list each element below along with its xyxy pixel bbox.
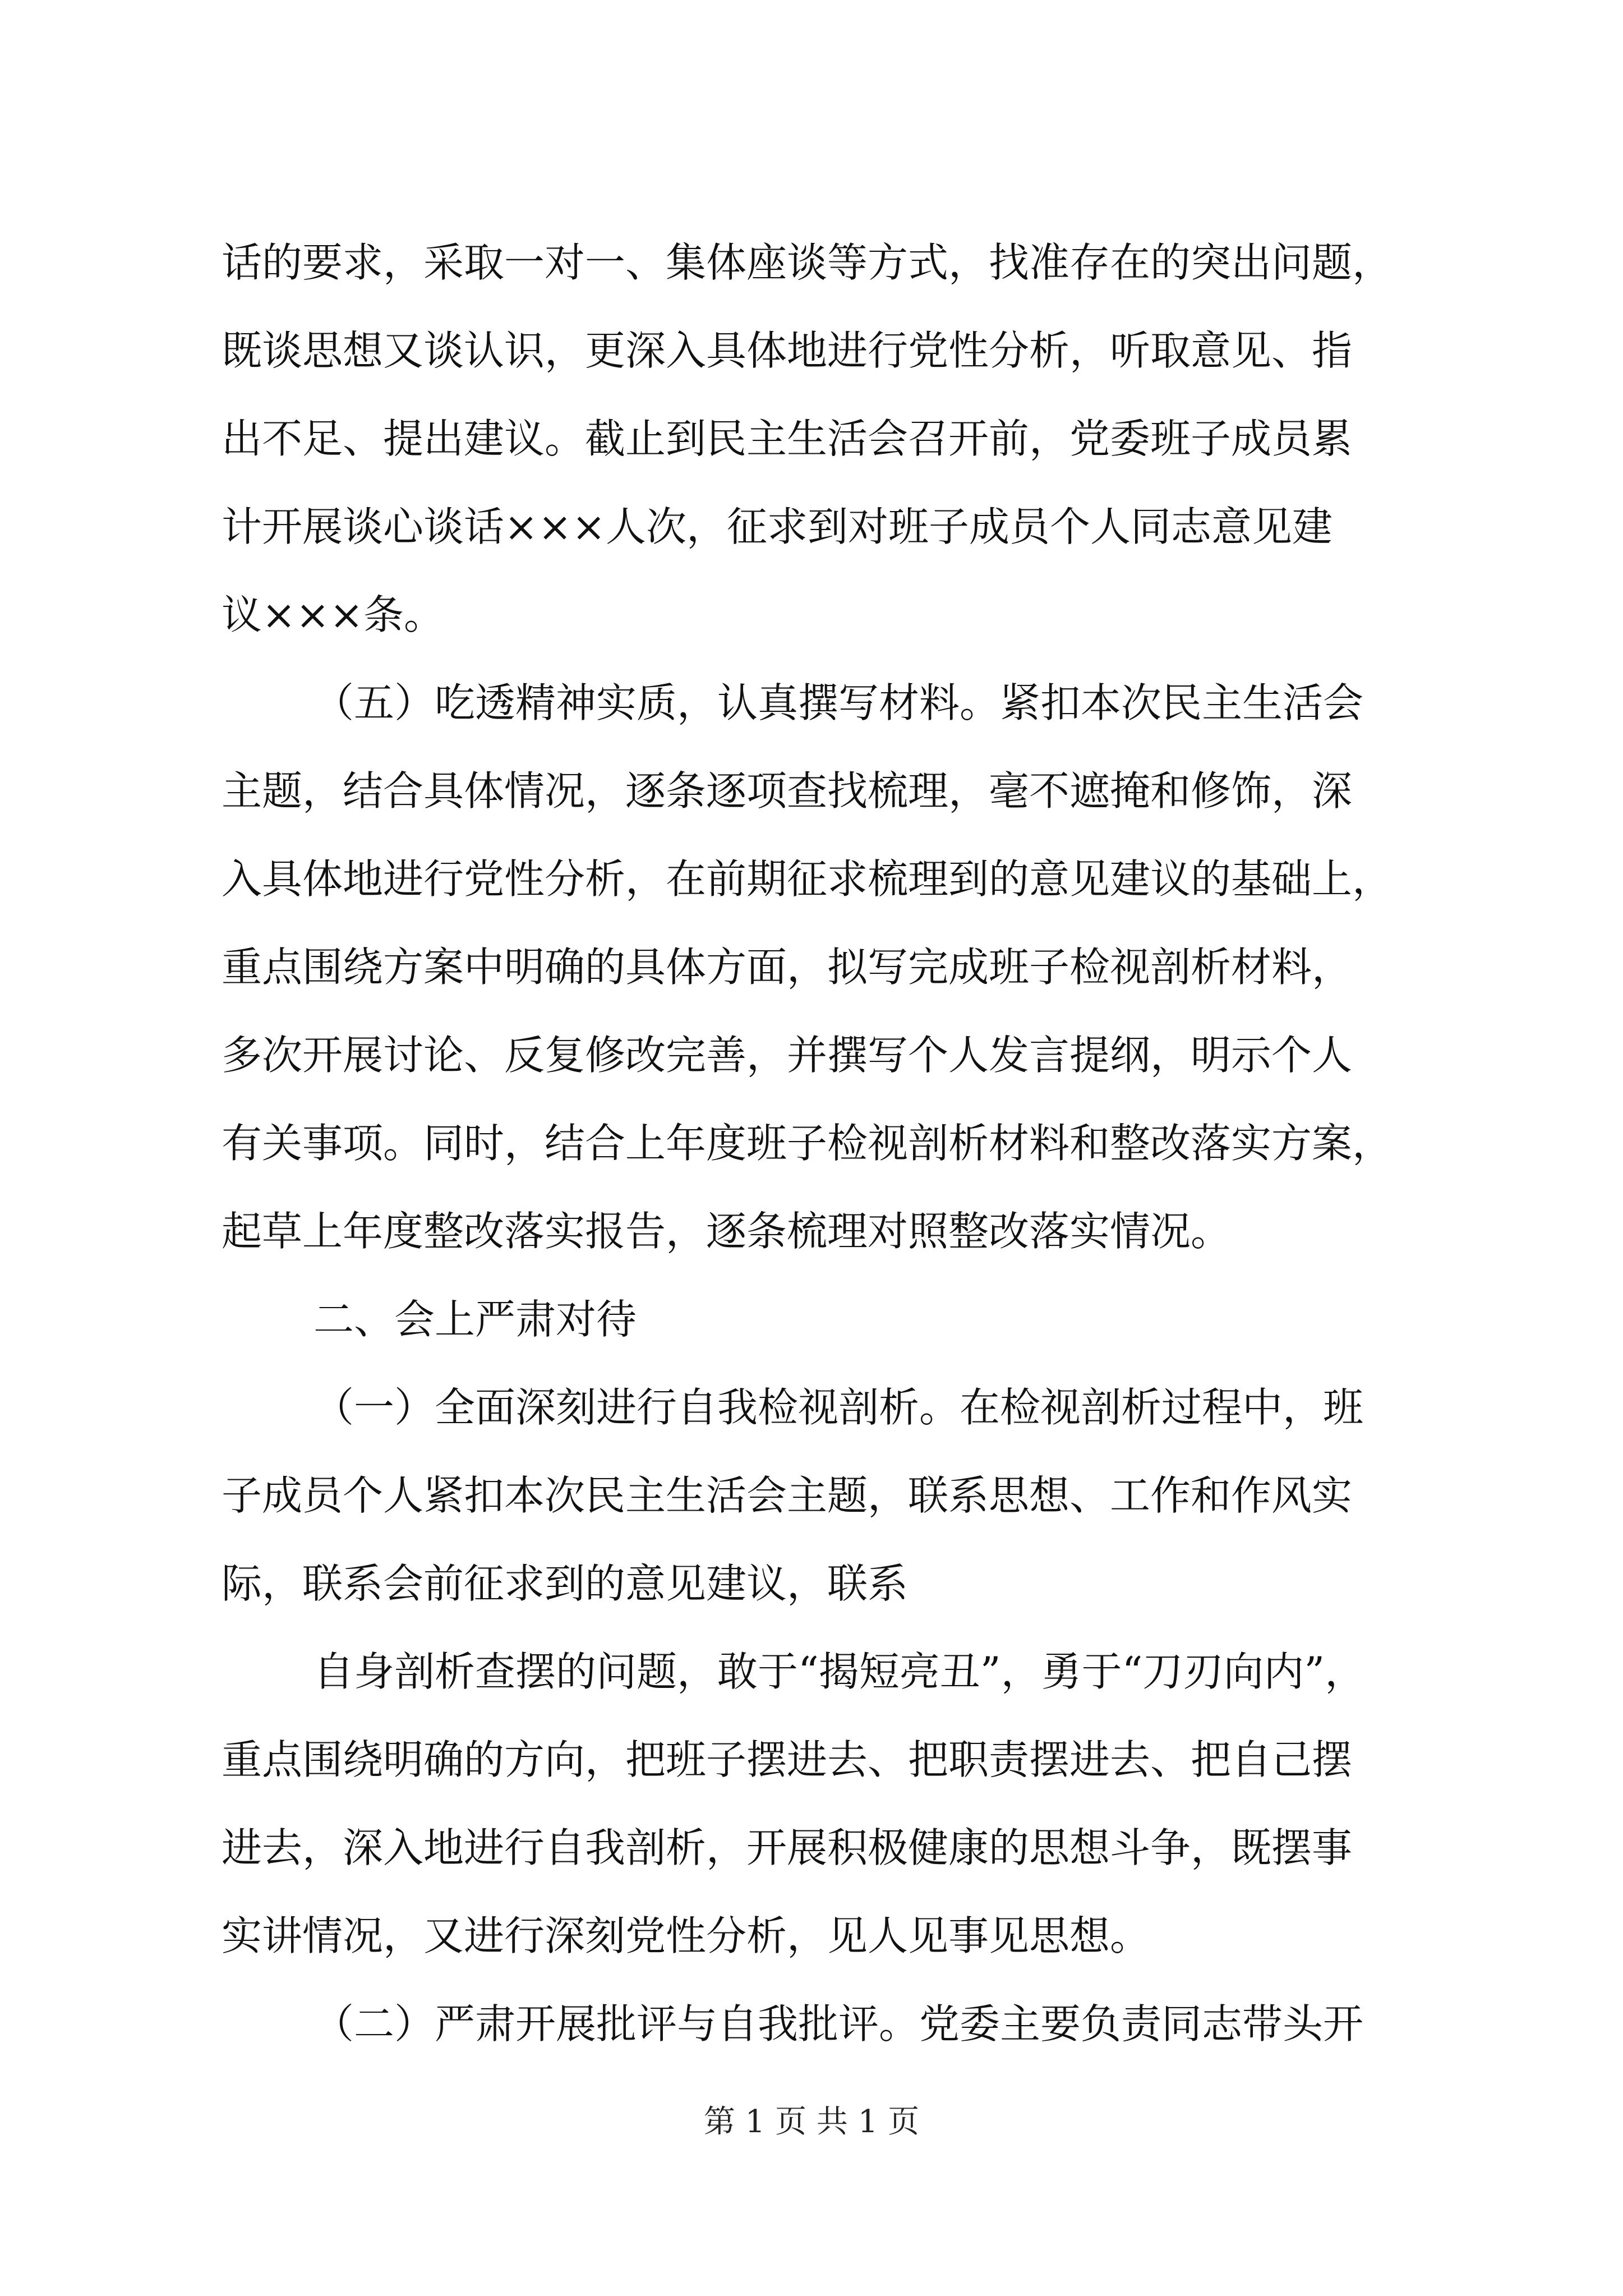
text-line-11: 有关事项。同时，结合上年度班子检视剖析材料和整改落实方案， xyxy=(222,1120,1393,1167)
text-line-12: 起草上年度整改落实报告，逐条梳理对照整改落实情况。 xyxy=(222,1208,1232,1255)
text-line-2: 既谈思想又谈认识，更深入具体地进行党性分析，听取意见、指 xyxy=(222,327,1353,374)
text-line-9: 重点围绕方案中明确的具体方面，拟写完成班子检视剖析材料， xyxy=(222,944,1353,991)
text-line-4: 计开展谈心谈话×××人次，征求到对班子成员个人同志意见建 xyxy=(222,503,1332,550)
text-line-6: （五）吃透精神实质，认真撰写材料。紧扣本次民主生活会 xyxy=(313,679,1364,726)
text-line-20: 实讲情况，又进行深刻党性分析，见人见事见思想。 xyxy=(222,1912,1151,1959)
text-line-16: 际，联系会前征求到的意见建议，联系 xyxy=(222,1560,909,1607)
text-line-7: 主题，结合具体情况，逐条逐项查找梳理，毫不遮掩和修饰，深 xyxy=(222,767,1353,815)
text-line-8: 入具体地进行党性分析，在前期征求梳理到的意见建议的基础上， xyxy=(222,855,1393,903)
text-line-3: 出不足、提出建议。截止到民主生活会召开前，党委班子成员累 xyxy=(222,415,1353,462)
text-line-1: 话的要求，采取一对一、集体座谈等方式，找准存在的突出问题， xyxy=(222,239,1393,286)
text-line-15: 子成员个人紧扣本次民主生活会主题，联系思想、工作和作风实 xyxy=(222,1472,1353,1519)
page-footer xyxy=(0,2097,1623,2147)
document-body xyxy=(222,219,1489,2068)
text-line-21: （二）严肃开展批评与自我批评。党委主要负责同志带头开 xyxy=(313,2000,1364,2047)
text-line-19: 进去，深入地进行自我剖析，开展积极健康的思想斗争，既摆事 xyxy=(222,1824,1353,1871)
text-line-5: 议×××条。 xyxy=(222,591,444,638)
text-line-18: 重点围绕明确的方向，把班子摆进去、把职责摆进去、把自己摆 xyxy=(222,1736,1353,1783)
text-line-14: （一）全面深刻进行自我检视剖析。在检视剖析过程中，班 xyxy=(313,1384,1364,1431)
section-heading: 二、会上严肃对待 xyxy=(313,1296,637,1343)
page-number-label: 第 1 页 共 1 页 xyxy=(703,2104,920,2140)
text-line-17: 自身剖析查摆的问题，敢于“揭短亮丑”，勇于“刀刃向内”， xyxy=(313,1648,1366,1695)
text-line-10: 多次开展讨论、反复修改完善，并撰写个人发言提纲，明示个人 xyxy=(222,1032,1353,1079)
